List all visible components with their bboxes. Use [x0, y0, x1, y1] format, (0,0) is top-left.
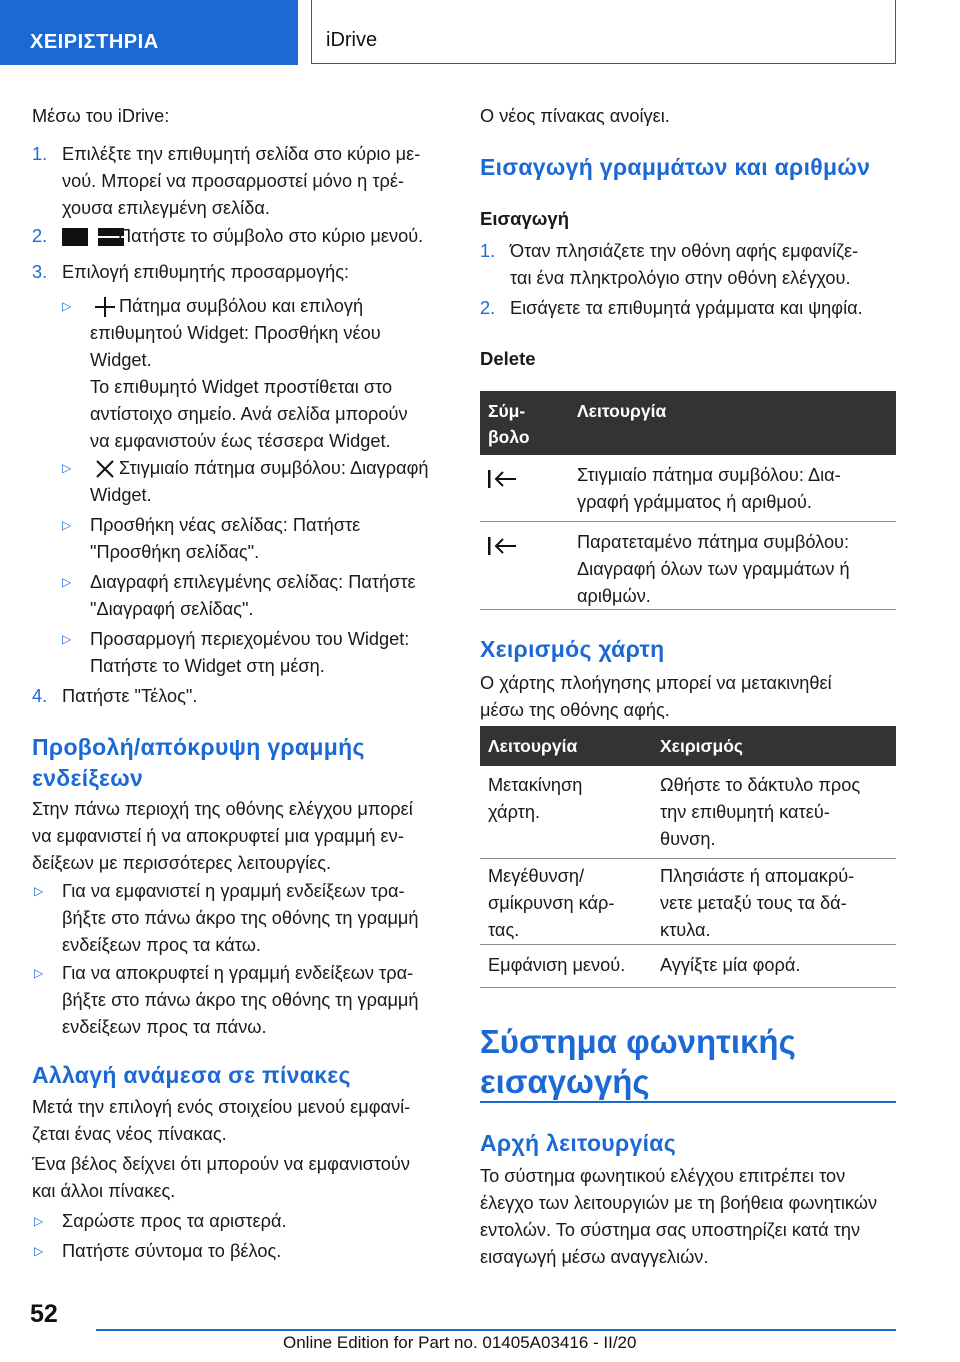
table-cell: Παρατεταμένο πάτημα συμβόλου: Διαγραφή όλων των γραμμάτων ή αριθμών. — [577, 532, 850, 606]
step-number: 2. — [480, 298, 496, 318]
bullet-text: Σαρώστε προς τα αριστερά. — [62, 1211, 287, 1231]
table-divider — [480, 609, 896, 610]
bullet-triangle-icon: ▷ — [62, 575, 72, 589]
column-header-symbol: Σύμ- βολο — [488, 401, 530, 447]
section-title: ΧΕΙΡΙΣΤΗΡΙΑ — [30, 31, 159, 53]
panel-opens-text: Ο νέος πίνακας ανοίγει. — [480, 106, 670, 126]
bullet-text: Για να εμφανιστεί η γραμμή ενδείξεων τρα- βήξτε στο πάνω άκρο της οθόνης τη γραμμή ενδείξεων προς τα κάτω. — [62, 881, 419, 955]
table-divider — [480, 944, 896, 945]
step-number: 1. — [32, 144, 48, 164]
table-cell: Εμφάνιση μενού. — [488, 955, 626, 975]
substep-text: Διαγραφή επιλεγμένης σελίδας: Πατήστε "Διαγραφή σελίδας". — [90, 572, 416, 619]
map-table-header — [480, 726, 896, 766]
chapter-box — [311, 0, 896, 64]
principle-paragraph: Το σύστημα φωνητικού ελέγχου επιτρέπει τον έλεγχο των λειτουργιών με τη βοήθεια φωνητικών εντολών. Το σύστημα σας υποστηρίζει κατά την εισαγωγή μέσω αναγγελιών. — [480, 1166, 878, 1267]
footer-rule — [96, 1329, 896, 1331]
heading-panels: Αλλαγή ανάμεσα σε πίνακες — [32, 1062, 351, 1088]
heading-map: Χειρισμός χάρτη — [480, 636, 665, 662]
chapter-title: iDrive — [326, 29, 378, 51]
backspace-icon — [488, 469, 518, 489]
bullet-triangle-icon: ▷ — [34, 966, 44, 980]
column-header-function: Λειτουργία — [488, 736, 578, 756]
substep-text: Προσθήκη νέας σελίδας: Πατήστε "Προσθήκη σελίδας". — [90, 515, 361, 562]
section-tab — [0, 0, 298, 65]
table-divider — [480, 858, 896, 859]
column-header-function: Λειτουργία — [577, 401, 667, 421]
step-text: Πατήστε "Τέλος". — [62, 686, 198, 706]
page-number: 52 — [30, 1300, 58, 1328]
heading-voice-input: Σύστημα φωνητικής εισαγωγής — [480, 1023, 796, 1100]
table-cell: Πλησιάστε ή απομακρύ- νετε μεταξύ τους τα δά- κτυλα. — [660, 866, 855, 940]
bullet-text: Για να αποκρυφτεί η γραμμή ενδείξεων τρα- βήξτε στο πάνω άκρο της οθόνης τη γραμμή ενδείξεων προς τα πάνω. — [62, 963, 419, 1037]
table-cell: Ωθήστε το δάκτυλο προς την επιθυμητή κατεύ- θυνση. — [660, 775, 861, 849]
step-number: 4. — [32, 686, 48, 706]
step-text: Εισάγετε τα επιθυμητά γράμματα και ψηφία. — [510, 298, 863, 318]
bullet-text: Πατήστε σύντομα το βέλος. — [62, 1241, 282, 1261]
heading-rule — [480, 1101, 896, 1103]
substep-note: Το επιθυμητό Widget προστίθεται στο αντίστοιχο σημείο. Ανά σελίδα μπορούν να εμφανιστούν έως τέσσερα Widget. — [90, 377, 408, 451]
step-number: 2. — [32, 226, 48, 246]
bullet-triangle-icon: ▷ — [62, 632, 72, 646]
table-cell: Στιγμιαίο πάτημα συμβόλου: Δια- γραφή γράμματος ή αριθμού. — [577, 465, 841, 512]
table-divider — [480, 987, 896, 988]
step-text: Πατήστε το σύμβολο στο κύριο μενού. — [118, 226, 424, 246]
table-divider — [480, 521, 896, 522]
intro-text: Μέσω του iDrive: — [32, 106, 170, 126]
subheading-delete: Delete — [480, 348, 536, 369]
panels-paragraph: Μετά την επιλογή ενός στοιχείου μενού εμφανί- ζεται ένας νέος πίνακας. — [32, 1097, 411, 1144]
table-cell: Αγγίξτε μία φορά. — [660, 955, 801, 975]
bullet-triangle-icon: ▷ — [62, 299, 72, 313]
heading-principle: Αρχή λειτουργίας — [480, 1130, 676, 1156]
panels-paragraph: Ένα βέλος δείχνει ότι μπορούν να εμφανιστούν και άλλοι πίνακες. — [32, 1154, 410, 1201]
table-cell: Μεγέθυνση/ σμίκρυνση κάρ- τας. — [488, 866, 615, 940]
status-paragraph: Στην πάνω περιοχή της οθόνης ελέγχου μπορεί να εμφανιστεί ή να αποκρυφτεί μια γραμμή εν- δείξεων με περισσότερες λειτουργίες. — [32, 799, 413, 873]
bullet-triangle-icon: ▷ — [34, 1244, 44, 1258]
heading-input: Εισαγωγή γραμμάτων και αριθμών — [480, 154, 871, 180]
step-number: 1. — [480, 241, 496, 261]
column-header-operation: Χειρισμός — [660, 736, 743, 756]
subheading-input: Εισαγωγή — [480, 208, 570, 229]
edition-note: Online Edition for Part no. 01405A03416 - II/20 — [283, 1333, 637, 1352]
step-text: Επιλογή επιθυμητής προσαρμογής: — [62, 262, 350, 282]
heading-status-bar: Προβολή/απόκρυψη γραμμής ενδείξεων — [32, 734, 365, 791]
substep-text: Προσαρμογή περιεχομένου του Widget: Πατήστε το Widget στη μέση. — [90, 629, 410, 676]
step-number: 3. — [32, 262, 48, 282]
substep-text: Πάτημα συμβόλου και επιλογή επιθυμητού Widget: Προσθήκη νέου Widget. — [90, 296, 381, 370]
bullet-triangle-icon: ▷ — [62, 518, 72, 532]
delete-table-header — [480, 391, 896, 455]
bullet-triangle-icon: ▷ — [34, 1214, 44, 1228]
bullet-triangle-icon: ▷ — [62, 461, 72, 475]
substep-text: Στιγμιαίο πάτημα συμβόλου: Διαγραφή Widget. — [90, 458, 429, 505]
step-text: Επιλέξτε την επιθυμητή σελίδα στο κύριο με- νού. Μπορεί να προσαρμοστεί μόνο η τρέ- χουσα επιλεγμένη σελίδα. — [62, 144, 421, 218]
step-text: Όταν πλησιάζετε την οθόνη αφής εμφανίζε- ται ένα πληκτρολόγιο στην οθόνη ελέγχου. — [510, 241, 859, 288]
bullet-triangle-icon: ▷ — [34, 884, 44, 898]
table-cell: Μετακίνηση χάρτη. — [488, 775, 583, 822]
map-paragraph: Ο χάρτης πλοήγησης μπορεί να μετακινηθεί μέσω της οθόνης αφής. — [480, 673, 832, 720]
backspace-icon — [488, 536, 518, 556]
